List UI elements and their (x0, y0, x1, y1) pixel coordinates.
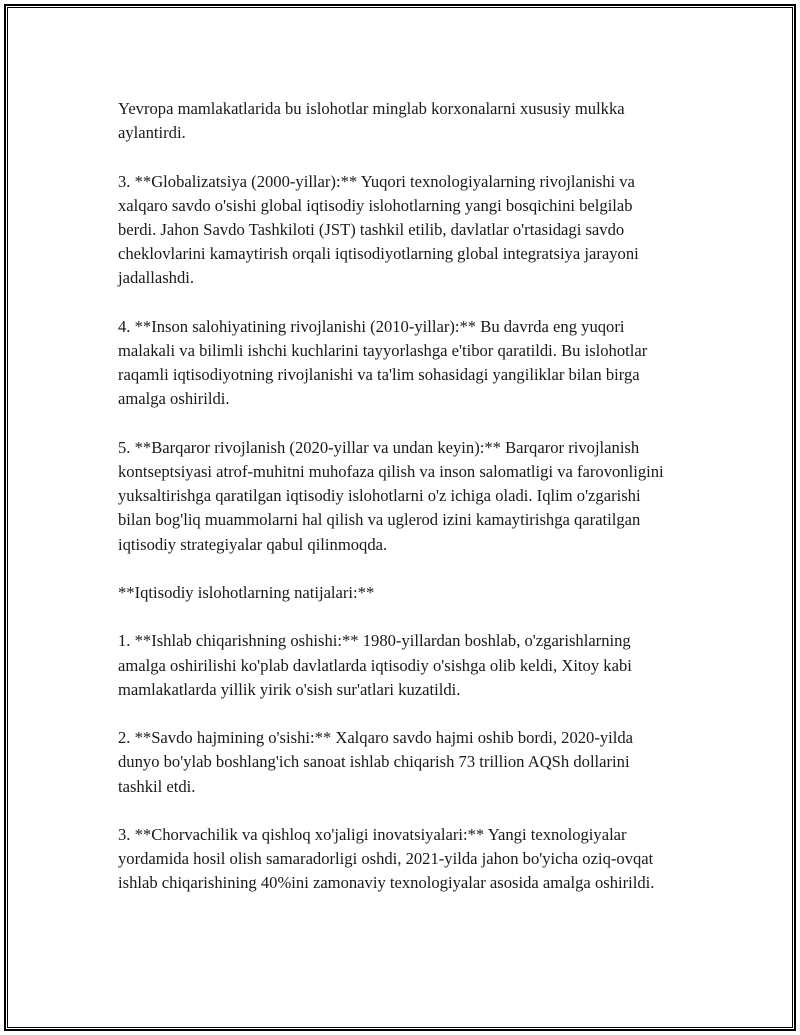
page-frame (4, 4, 796, 1031)
paragraph-trade-volume: 2. **Savdo hajmining o'sishi:** Xalqaro savdo hajmi oshib bordi, 2020-yilda dunyo bo'ylab boshlang'ich sanoat ishlab chiqarish 73 trillion AQSh dollarini tashkil etdi. (118, 728, 634, 796)
section-heading-results: **Iqtisodiy islohotlarning natijalari:** (118, 583, 375, 602)
paragraph-globalization: 3. **Globalizatsiya (2000-yillar):** Yuqori texnologiyalarning rivojlanishi va xalqaro savdo o'sishi global iqtisodiy islohotlarning yangi bosqichini belgilab berdi. Jahon Savdo Tashkiloti (JST) tashkil etilib, davlatlar o'rtasidagi savdo cheklovlarini kamaytirish orqali iqtisodiyotlarning global integratsiya jarayoni jadallashdi. (118, 171, 639, 288)
document-body (118, 97, 674, 920)
paragraph-human-capital: 4. **Inson salohiyatining rivojlanishi (2010-yillar):** Bu davrda eng yuqori malakali va bilimli ishchi kuchlarini tayyorlashga e'tibor qaratildi. Bu islohotlar raqamli iqtisodiyotning rivojlanishi va ta'lim sohasidagi yangiliklar bilan birga amalga oshirildi. (118, 316, 648, 409)
paragraph-production-growth: 1. **Ishlab chiqarishning oshishi:** 1980-yillardan boshlab, o'zgarishlarning amalga oshirilishi ko'plab davlatlarda iqtisodiy o'sishga olib keldi, Xitoy kabi mamlakatlarda yillik yirik o'sish sur'atlari kuzatildi. (118, 631, 632, 699)
paragraph-privatization-end: Yevropa mamlakatlarida bu islohotlar minglab korxonalarni xususiy mulkka aylantirdi. (118, 99, 625, 143)
paragraph-sustainable-development: 5. **Barqaror rivojlanish (2020-yillar va undan keyin):** Barqaror rivojlanish kontseptsiyasi atrof-muhitni muhofaza qilish va inson salomatligi va farovonligini yuksaltirishga qaratilgan iqtisodiy islohotlarni o'z ichiga oladi. Iqlim o'zgarishi bilan bog'liq muammolarni hal qilish va uglerod izini kamaytirishga qaratilgan iqtisodiy strategiyalar qabul qilinmoqda. (118, 437, 664, 554)
paragraph-agriculture-innovation: 3. **Chorvachilik va qishloq xo'jaligi inovatsiyalari:** Yangi texnologiyalar yordamida hosil olish samaradorligi oshdi, 2021-yilda jahon bo'yicha oziq-ovqat ishlab chiqarishining 40%ini zamonaviy texnologiyalar asosida amalga oshirildi. (118, 824, 655, 893)
